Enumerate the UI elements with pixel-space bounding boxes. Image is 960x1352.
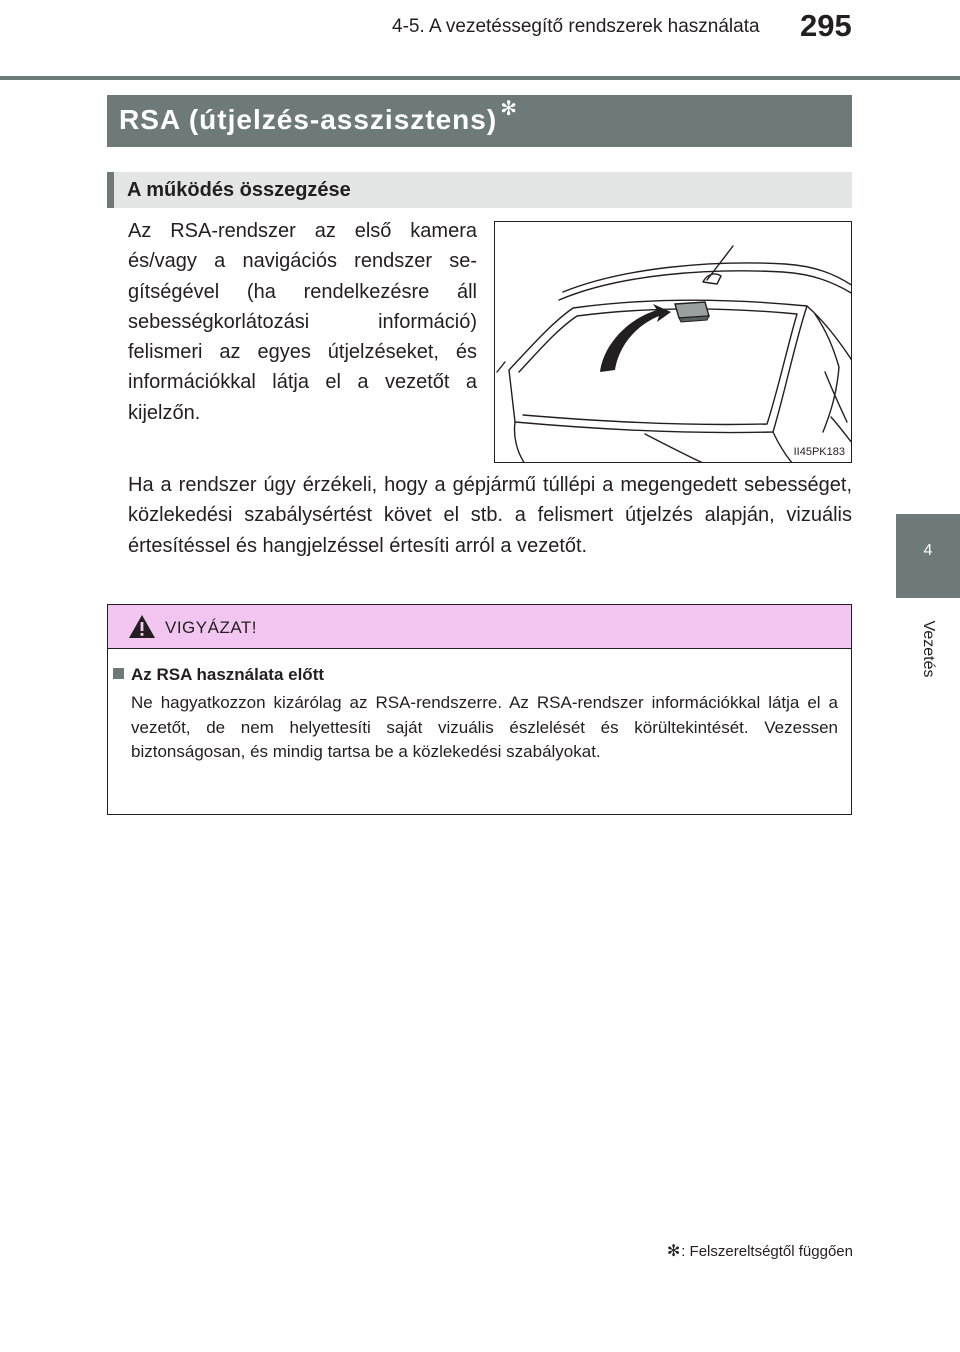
page-title	[119, 98, 518, 136]
section-heading: A működés összegzése	[127, 179, 351, 201]
footnote-text: : Felszereltségtől függően	[681, 1243, 853, 1260]
page-title-bar	[107, 95, 852, 147]
asterisk-icon: ✻	[500, 98, 518, 120]
bullet-square-icon	[113, 668, 124, 679]
body-paragraph: Ha a rendszer úgy érzékeli, hogy a gépjármű túllépi a megengedett sebességet, közlekedési szabálysértést követ el stb. a felismert útjelzés alapján, vizuális értesítéssel és hangjelzéssel értesíti arról a vezetőt.	[128, 474, 852, 557]
windshield-camera-illustration	[495, 222, 852, 463]
asterisk-icon: ✻	[666, 1243, 681, 1260]
windshield-figure	[494, 221, 852, 463]
warning-subtitle: Az RSA használata előtt	[131, 665, 325, 684]
section-heading-bar	[107, 172, 852, 208]
chapter-tab	[896, 514, 960, 598]
running-header-section: 4-5. A vezetéssegítő rendszerek használata	[392, 16, 760, 37]
intro-paragraph: Az RSA-rendszer az első kamera és/vagy a navigációs rendszer segítségével (ha rendelkezésre áll sebességkorlátozási információ) felismeri az egyes útjelzéseket, és információkkal látja el a vezetőt a kijelzőn.	[128, 220, 477, 424]
page-number: 295	[800, 8, 852, 43]
figure-code: II45PK183	[793, 446, 845, 458]
warning-box	[107, 604, 852, 815]
section-accent	[107, 172, 114, 208]
header-rule	[0, 76, 960, 80]
warning-label: VIGYÁZAT!	[165, 618, 258, 637]
page-title-text: RSA (útjelzés-asszisztens)	[119, 104, 498, 135]
warning-triangle-icon	[128, 614, 156, 639]
chapter-tab-label: Vezetés	[920, 620, 937, 678]
warning-text: Ne hagyatkozzon kizárólag az RSA-rendszerre. Az RSA-rendszer információkkal látja el a vezetőt, de nem helyettesíti saját vizuális észlelését és körültekintését. Vezessen biztonságosan, és mindig tartsa be a közlekedési szabályokat.	[131, 693, 838, 761]
footnote	[629, 1241, 853, 1261]
chapter-tab-number: 4	[923, 542, 933, 559]
warning-header	[108, 605, 851, 649]
